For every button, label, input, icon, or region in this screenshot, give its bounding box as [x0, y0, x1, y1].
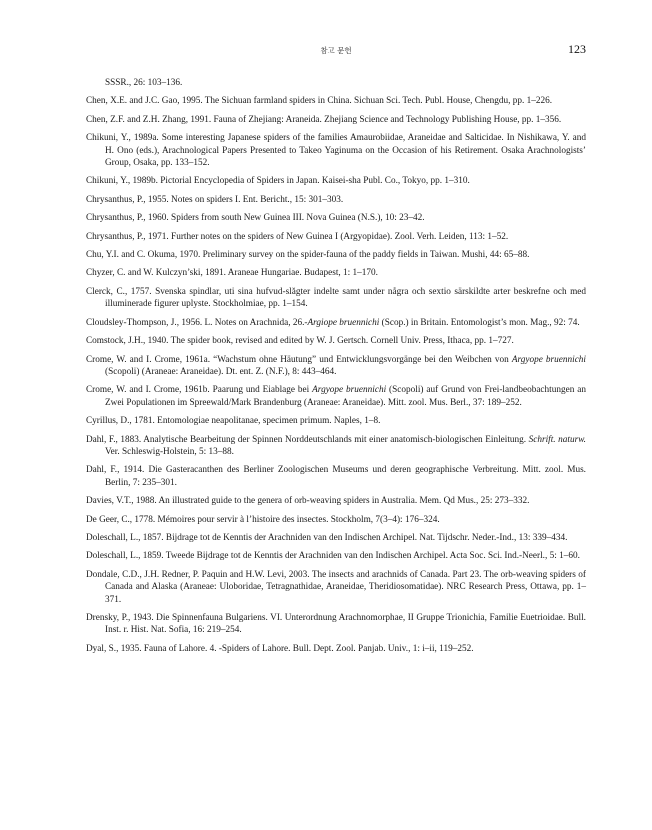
reference-entry	[86, 550, 586, 562]
reference-entry	[86, 643, 586, 655]
reference-text: Dyal, S., 1935. Fauna of Lahore. 4. -Spiders of Lahore. Bull. Dept. Zool. Panjab. Univ., 1: i–ii, 119–252.	[86, 643, 474, 654]
reference-text: Chrysanthus, P., 1955. Notes on spiders I. Ent. Bericht., 15: 301–303.	[86, 194, 344, 205]
reference-text: Chen, X.E. and J.C. Gao, 1995. The Sichuan farmland spiders in China. Sichuan Sci. Tech. Publ. House, Chengdu, pp. 1–226.	[86, 96, 553, 107]
reference-text: Chen, Z.F. and Z.H. Zhang, 1991. Fauna of Zhejiang: Araneida. Zhejiang Science and Technology Publishing House, pp. 1–356.	[86, 114, 562, 125]
reference-entry	[86, 415, 586, 427]
reference-text: Cloudsley-Thompson, J., 1956. L. Notes on Arachnida, 26.-	[86, 317, 308, 328]
reference-entry	[86, 132, 586, 169]
reference-text: (Scopoli) auf Grund von Frei-landbeobachtungen an Zwei Populationen im Spreewald/Mark Brandenburg (Araneae: Araneidae). Mitt. zool. Mus. Berl., 37: 189–252.	[105, 385, 586, 408]
reference-entry	[86, 335, 586, 347]
reference-text: (Scop.) in Britain. Entomologist’s mon. Mag., 92: 74.	[379, 317, 580, 328]
reference-text: Chu, Y.I. and C. Okuma, 1970. Preliminary survey on the spider-fauna of the paddy fields in Taiwan. Mushi, 44: 65–88.	[86, 250, 530, 261]
reference-entry	[86, 514, 586, 526]
reference-text: Davies, V.T., 1988. An illustrated guide to the genera of orb-weaving spiders in Australia. Mem. Qd Mus., 25: 273–332.	[86, 496, 530, 507]
reference-text: (Scopoli) (Araneae: Araneidae). Dt. ent. Z. (N.F.), 8: 443–464.	[105, 366, 337, 377]
reference-text: Chyzer, C. and W. Kulczyn’ski, 1891. Araneae Hungariae. Budapest, 1: 1–170.	[86, 268, 378, 279]
reference-italic-text: Argiope bruennichi	[307, 317, 380, 328]
reference-text: Dahl, F., 1914. Die Gasteracanthen des Berliner Zoologischen Museums und deren geographische Verbreitung. Mitt. zool. Mus. Berlin, 7: 235–301.	[86, 465, 586, 488]
reference-entry	[86, 95, 586, 107]
reference-text: Drensky, P., 1943. Die Spinnenfauna Bulgariens. VI. Unterordnung Arachnomorphae, II Gruppe Trionichia, Familie Euetrioidae. Bull. Inst. r. Hist. Nat. Sofia, 16: 219–254.	[86, 613, 586, 636]
reference-entry	[86, 612, 586, 637]
reference-text: SSSR., 26: 103–136.	[105, 78, 183, 88]
reference-entry	[86, 464, 586, 489]
reference-text: Chikuni, Y., 1989b. Pictorial Encyclopedia of Spiders in Japan. Kaisei-sha Publ. Co., Tokyo, pp. 1–310.	[86, 176, 470, 187]
reference-entry	[86, 194, 586, 206]
reference-italic-text: Schrift. naturw.	[528, 434, 586, 445]
reference-text: Crome, W. and I. Crome, 1961a. “Wachstum ohne Häutung” und Entwicklungsvorgänge bei den Weibchen von	[86, 354, 512, 365]
reference-entry	[86, 532, 586, 544]
reference-text: Chrysanthus, P., 1960. Spiders from south New Guinea III. Nova Guinea (N.S.), 10: 23–42.	[86, 213, 425, 224]
reference-entry	[86, 354, 586, 379]
reference-text: Ver. Schleswig-Holstein, 5: 13–88.	[105, 446, 234, 457]
page-number: 123	[568, 42, 586, 56]
reference-text: Doleschall, L., 1859. Tweede Bijdrage tot de Kenntis der Arachniden van den Indischen Archipel. Acta Soc. Sci. Ind.-Neerl., 5: 1–60.	[86, 551, 580, 562]
reference-entry	[86, 249, 586, 261]
reference-entry	[86, 434, 586, 459]
reference-text: Clerck, C., 1757. Svenska spindlar, uti sina hufvud-slăgter indelte samt under några och sextio särskildte arter beskrefne och med illuminerade figurer uplyste. Stockholmiae, pp. 1–154.	[86, 286, 586, 310]
reference-entry	[86, 267, 586, 279]
reference-entry	[86, 231, 586, 243]
running-title: 참고 문헌	[320, 46, 352, 55]
reference-italic-text: Argyope bruennichi	[511, 354, 586, 365]
reference-list	[86, 77, 586, 661]
reference-text: Crome, W. and I. Crome, 1961b. Paarung und Eiablage bei	[86, 385, 313, 396]
reference-text: De Geer, C., 1778. Mémoires pour servir à l’histoire des insectes. Stockholm, 7(3–4): 176–324.	[86, 514, 440, 525]
reference-text: Dahl, F., 1883. Analytische Bearbeitung der Spinnen Norddeutschlands mit einer anatomisch-biologischen Einleitung.	[86, 434, 529, 445]
reference-entry	[86, 569, 586, 606]
reference-text: Dondale, C.D., J.H. Redner, P. Paquin and H.W. Levi, 2003. The insects and arachnids of Canada. Part 23. The orb-weaving spiders of Canada and Alaska (Araneae: Uloboridae, Tetragnathidae, Araneidae, Theridiosomatidae). NRC Research Press, Ottawa, pp. 1–371.	[86, 569, 586, 605]
reference-text: Chikuni, Y., 1989a. Some interesting Japanese spiders of the families Amaurobiidae, Araneidae and Salticidae. In Nishikawa, Y. and H. Ono (eds.), Arachnological Papers Presented to Takeo Yaginuma on the Occasion of his Retirement. Osaka Arachnologists’ Group, Osaka, pp. 133–152.	[86, 133, 586, 169]
reference-entry	[86, 212, 586, 224]
reference-text: Doleschall, L., 1857. Bijdrage tot de Kenntis der Arachniden van den Indischen Archipel. Nat. Tijdschr. Neder.-Ind., 13: 339–434.	[86, 532, 568, 543]
reference-entry	[86, 286, 586, 311]
running-header	[86, 42, 586, 58]
reference-entry	[86, 495, 586, 507]
reference-entry	[86, 175, 586, 187]
reference-italic-text: Argyope bruennichi	[312, 385, 387, 396]
reference-entry	[86, 77, 586, 89]
reference-text: Chrysanthus, P., 1971. Further notes on the spiders of New Guinea I (Argyopidae). Zool. Verh. Leiden, 113: 1–52.	[86, 231, 509, 242]
reference-text: Comstock, J.H., 1940. The spider book, revised and edited by W. J. Gertsch. Cornell Univ. Press, Ithaca, pp. 1–727.	[86, 336, 514, 347]
reference-text: Cyrillus, D., 1781. Entomologiae neapolitanae, specimen primum. Naples, 1–8.	[86, 416, 381, 427]
reference-entry	[86, 384, 586, 409]
reference-entry	[86, 317, 586, 329]
reference-entry	[86, 114, 586, 126]
